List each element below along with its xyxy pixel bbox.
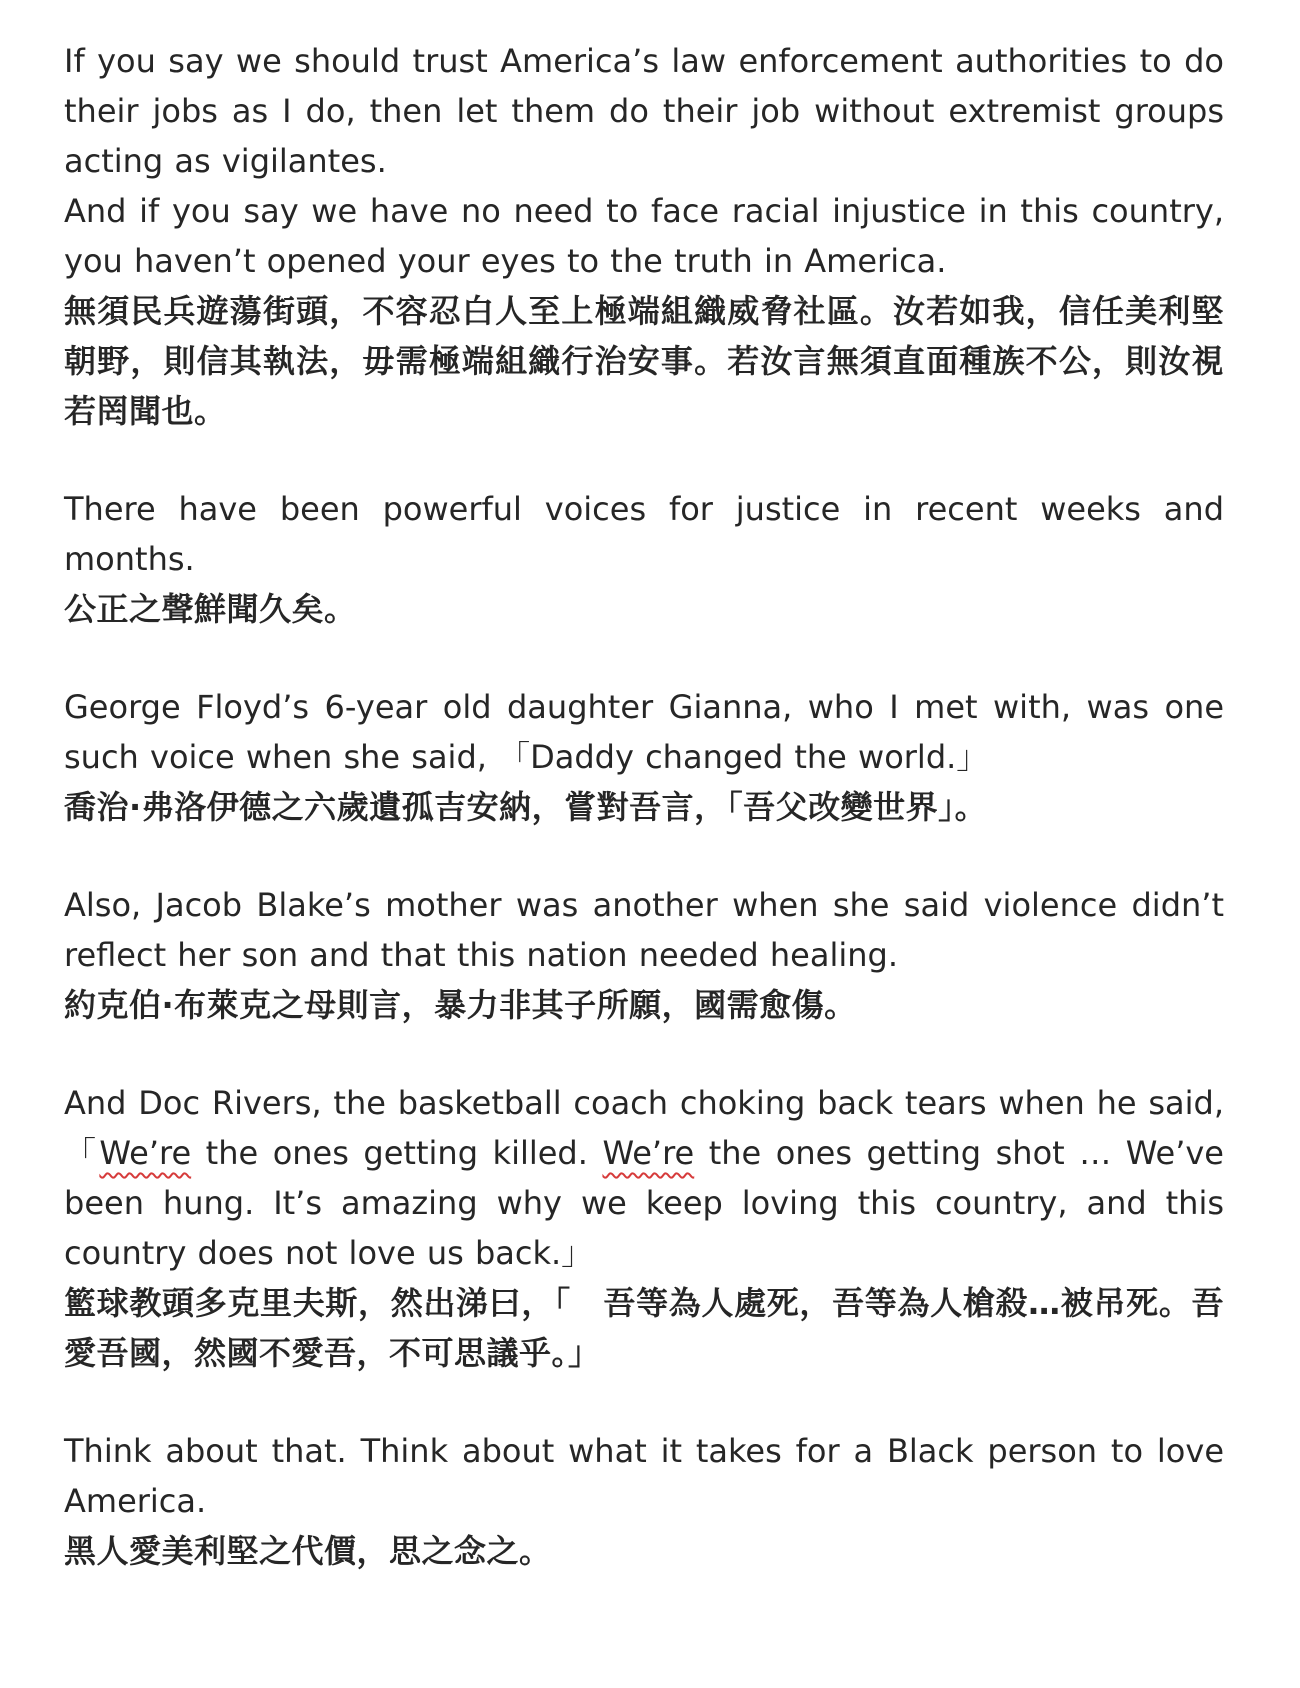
paragraph-4	[64, 880, 1224, 1030]
chinese-translation: 約克伯·布萊克之母則言，暴力非其子所願，國需愈傷。	[64, 986, 857, 1024]
paragraph-2	[64, 484, 1224, 634]
english-line: Think about that. Think about what it takes for a Black person to love America.	[64, 1432, 1224, 1520]
english-line: If you say we should trust America’s law enforcement authorities to do their jobs as I do, then let them do their job without extremist groups acting as vigilantes.	[64, 42, 1224, 180]
english-line: There have been powerful voices for justice in recent weeks and months.	[64, 490, 1224, 578]
english-line: And if you say we have no need to face racial injustice in this country, you haven’t opened your eyes to the truth in America.	[64, 192, 1224, 280]
paragraph-3	[64, 682, 1224, 832]
text-run: the ones getting killed.	[191, 1134, 603, 1172]
paragraph-6	[64, 1426, 1224, 1576]
chinese-translation: 喬治·弗洛伊德之六歲遺孤吉安納，嘗對吾言，「吾父改變世界」。	[64, 788, 988, 826]
chinese-translation: 無須民兵遊蕩街頭，不容忍白人至上極端組織威脅社區。汝若如我，信任美利堅朝野，則信其執法，毋需極端組織行治安事。若汝言無須直面種族不公，則汝視若罔聞也。	[64, 292, 1224, 430]
text-run: And Doc Rivers, the basketball coach choking back tears when he said, 「	[64, 1084, 1224, 1172]
chinese-translation: 公正之聲鮮聞久矣。	[64, 590, 357, 628]
chinese-translation: 籃球教頭多克里夫斯，然出涕曰，「 吾等為人處死，吾等為人槍殺…被吊死。吾愛吾國，然國不愛吾，不可思議乎。」	[64, 1284, 1224, 1372]
english-line: George Floyd’s 6-year old daughter Gianna, who I met with, was one such voice when she said, 「Daddy changed the world.」	[64, 688, 1224, 776]
chinese-translation: 黑人愛美利堅之代價，思之念之。	[64, 1532, 552, 1570]
document-body	[64, 36, 1224, 1624]
paragraph-5	[64, 1078, 1224, 1378]
text-run: the ones getting shot … We’ve been hung. It’s amazing why we keep loving this country, and this country does not love us back.」	[64, 1134, 1224, 1272]
english-line: Also, Jacob Blake’s mother was another when she said violence didn’t reflect her son and that this nation needed healing.	[64, 886, 1224, 974]
paragraph-1	[64, 36, 1224, 436]
spellcheck-flagged-word[interactable]: We’re	[602, 1134, 695, 1172]
spellcheck-flagged-word[interactable]: We’re	[99, 1134, 192, 1172]
english-quote-line	[64, 1078, 1224, 1278]
